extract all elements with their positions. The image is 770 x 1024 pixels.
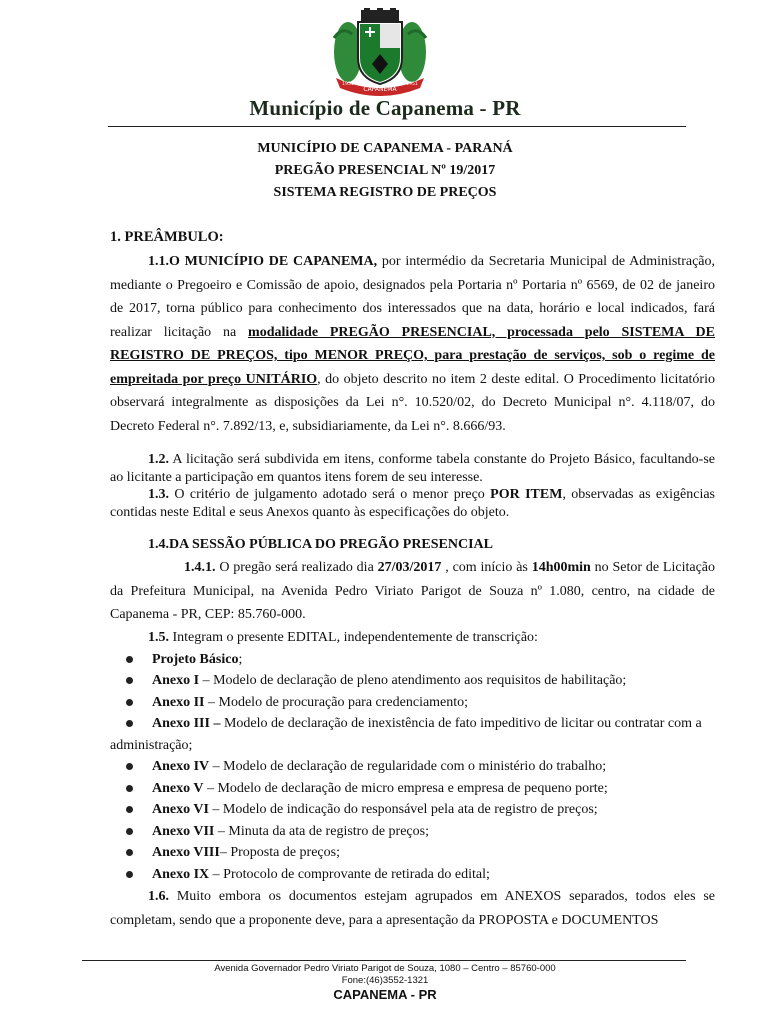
bullet-icon: [126, 656, 133, 663]
paragraph-number: 1.2.: [148, 452, 169, 467]
footer-phone: Fone:(46)3552-1321: [341, 975, 429, 986]
bullet-icon: [126, 828, 133, 835]
annex-list: [110, 649, 715, 886]
paragraph-number: 1.6.: [148, 889, 169, 904]
list-item: Anexo VI – Modelo de indicação do responsável pela ata de registro de preços;: [110, 799, 715, 821]
paragraph-number: 1.1.: [148, 254, 169, 269]
criteria-bold: POR ITEM: [490, 487, 563, 502]
list-item: Anexo III – Modelo de declaração de inexistência de fato impeditivo de licitar ou contratar com a administração;: [110, 716, 702, 753]
session-date: 27/03/2017: [377, 560, 442, 575]
header-divider: [108, 126, 686, 127]
bullet-icon: [126, 677, 133, 684]
crest-ribbon-text: CAPANEMA: [363, 86, 397, 93]
bullet-icon: [126, 785, 133, 792]
modality-underlined: modalidade PREGÃO PRESENCIAL, processada pelo SISTEMA DE REGISTRO DE PREÇOS, tipo MENOR PREÇO, para prestação de serviços, sob o regime de empreitada por preço UNITÁRIO: [110, 324, 715, 387]
crest-ribbon-year-right: 1951: [406, 82, 418, 87]
section-heading-sessao-publica: 1.4.DA SESSÃO PÚBLICA DO PREGÃO PRESENCIAL: [148, 537, 494, 552]
list-item: Anexo V – Modelo de declaração de micro empresa e empresa de pequeno porte;: [110, 778, 715, 800]
footer-city: CAPANEMA - PR: [333, 987, 437, 1002]
document-titles: [0, 138, 770, 204]
session-time: 14h00min: [531, 560, 591, 575]
footer-divider: [82, 960, 686, 961]
list-item: Projeto Básico;: [110, 649, 715, 671]
bullet-icon: [126, 806, 133, 813]
organization-name: O MUNICÍPIO DE CAPANEMA,: [169, 254, 378, 269]
title-line-1: MUNICÍPIO DE CAPANEMA - PARANÁ: [257, 141, 513, 156]
paragraph-1-5: 1.5. Integram o presente EDITAL, independentemente de transcrição:: [148, 629, 538, 645]
bullet-icon: [126, 720, 133, 727]
list-item: Anexo I – Modelo de declaração de pleno atendimento aos requisitos de habilitação;: [110, 670, 715, 692]
footer-address: Avenida Governador Pedro Viriato Parigot de Souza, 1080 – Centro – 85760-000: [214, 963, 556, 974]
paragraph-1-6: 1.6. Muito embora os documentos estejam agrupados em ANEXOS separados, todos eles se completam, sendo que a proponente deve, para a apresentação da PROPOSTA e DOCUMENTOS: [110, 889, 715, 928]
title-line-3: SISTEMA REGISTRO DE PREÇOS: [273, 185, 497, 200]
list-item: Anexo VIII– Proposta de preços;: [110, 842, 715, 864]
paragraph-number: 1.4.1.: [184, 560, 216, 575]
list-item: Anexo IX – Protocolo de comprovante de retirada do edital;: [110, 864, 715, 886]
bullet-icon: [126, 849, 133, 856]
crest-ribbon-year-left: 1951: [342, 82, 354, 87]
paragraph-1-1: 1.1.O MUNICÍPIO DE CAPANEMA, por intermédio da Secretaria Municipal de Administração, mediante o Pregoeiro e Comissão de apoio, designados pela Portaria nº Portaria nº 6569, de 02 de janeiro de 2017, torna público para conhecimento dos interessados que na data, horário e local indicados, fará realizar licitação na modalidade PREGÃO PRESENCIAL, processada pelo SISTEMA DE REGISTRO DE PREÇOS, tipo MENOR PREÇO, para prestação de serviços, sob o regime de empreitada por preço UNITÁRIO, do objeto descrito no item 2 deste edital. O Procedimento licitatório observará integralmente as disposições da Lei n°. 10.520/02, do Decreto Municipal n°. 4.118/07, do Decreto Federal n°. 7.892/13, e, subsidiariamente, da Lei n°. 8.666/93.: [110, 254, 715, 434]
list-item: Anexo VII – Minuta da ata de registro de preços;: [110, 821, 715, 843]
title-line-2: PREGÃO PRESENCIAL Nº 19/2017: [274, 163, 496, 178]
bullet-icon: [126, 763, 133, 770]
section-heading-preambulo: 1. PREÂMBULO:: [110, 229, 224, 245]
bullet-icon: [126, 871, 133, 878]
paragraph-1-4-1: 1.4.1. O pregão será realizado dia 27/03/2017 , com início às 14h00min no Setor de Licitação da Prefeitura Municipal, na Avenida Pedro Viriato Parigot de Souza nº 1.080, centro, na cidade de Capanema - PR, CEP: 85.760-000.: [110, 560, 716, 622]
paragraph-1-2: 1.2. A licitação será subdivida em itens, conforme tabela constante do Projeto Básico, facultando-se ao licitante a participação em quantos itens forem de seu interesse.: [110, 452, 715, 485]
paragraph-number: 1.5.: [148, 629, 169, 645]
paragraph-1-3: 1.3. O critério de julgamento adotado será o menor preço POR ITEM, observadas as exigências contidas neste Edital e seus Anexos quanto às especificações do objeto.: [110, 487, 715, 520]
document-body: [110, 226, 715, 932]
list-item: Anexo II – Modelo de procuração para credenciamento;: [110, 692, 715, 714]
municipal-crest-logo: [328, 8, 432, 96]
paragraph-number: 1.3.: [148, 487, 169, 502]
municipality-name: Município de Capanema - PR: [249, 96, 521, 120]
list-item: Anexo IV – Modelo de declaração de regularidade com o ministério do trabalho;: [110, 756, 715, 778]
bullet-icon: [126, 699, 133, 706]
